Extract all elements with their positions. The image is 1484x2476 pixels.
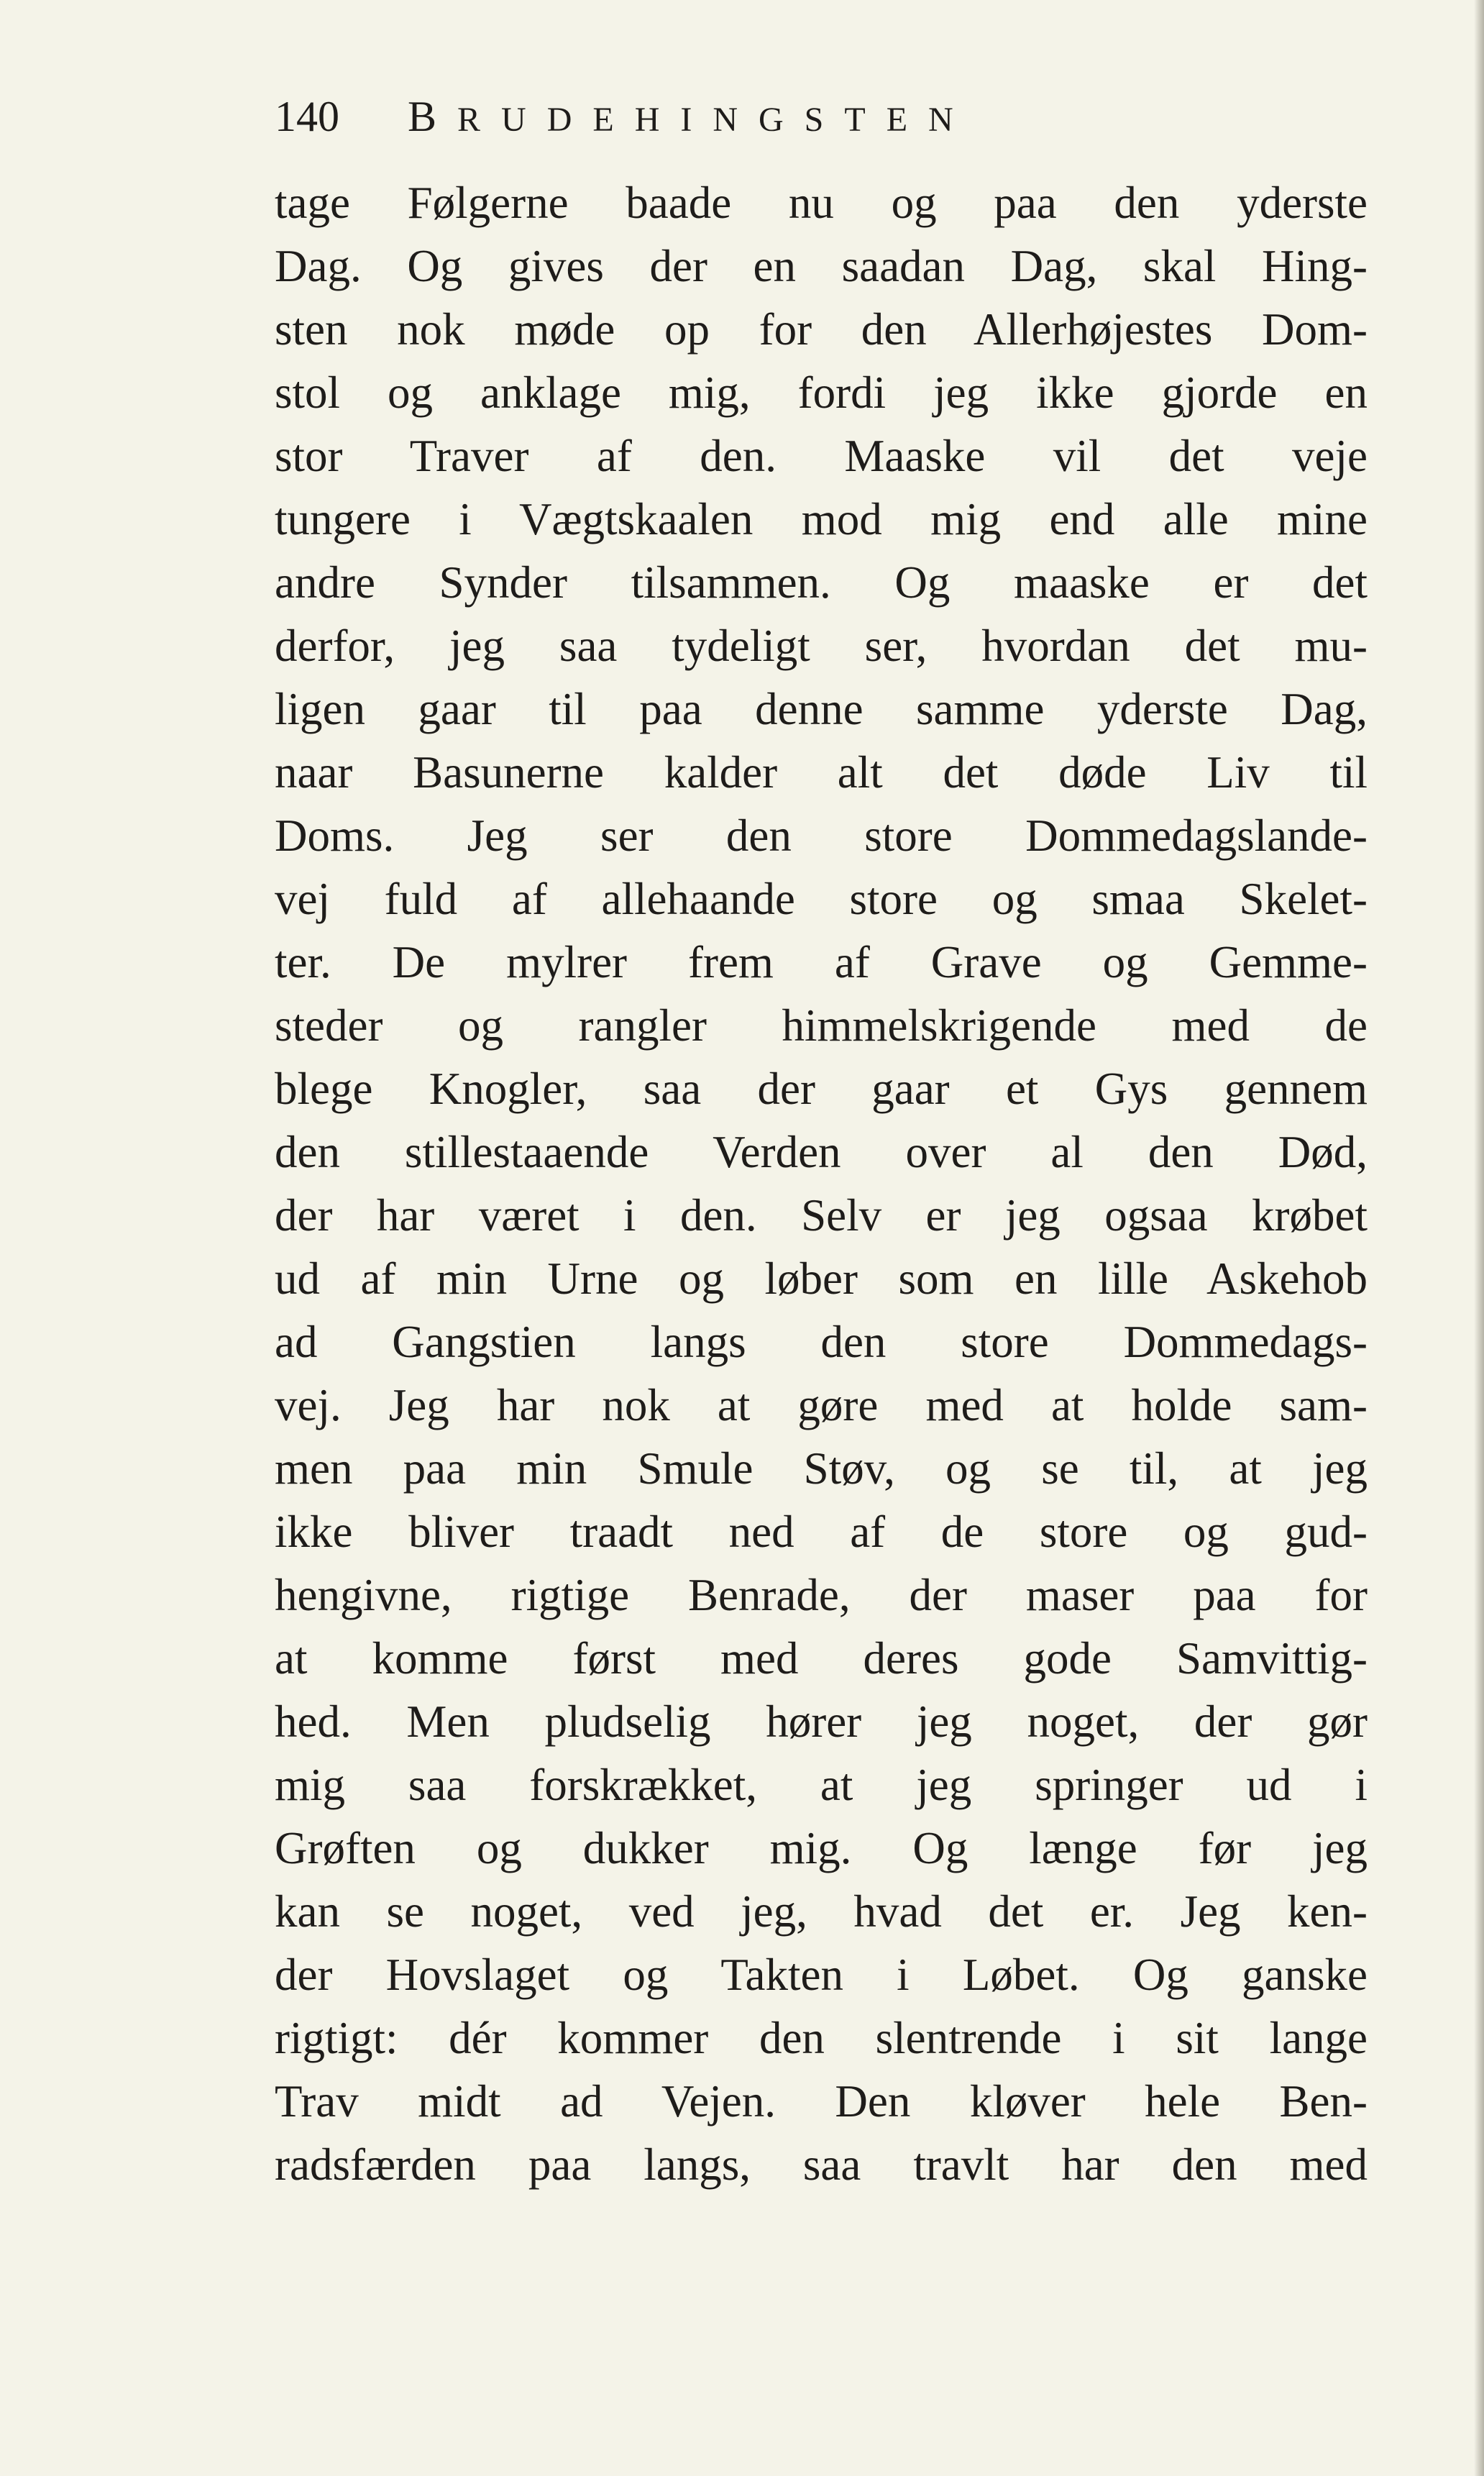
text-line: ikke bliver traadt ned af de store og gud- xyxy=(275,1507,1368,1557)
running-title-rest: RUDEHINGSTEN xyxy=(457,101,974,139)
text-line: vej fuld af allehaande store og smaa Skelet- xyxy=(275,874,1368,924)
text-line: ud af min Urne og løber som en lille Askehob xyxy=(275,1253,1368,1304)
page-number: 140 xyxy=(275,93,339,140)
text-line: hengivne, rigtige Benrade, der maser paa for xyxy=(275,1570,1368,1620)
text-line: tage Følgerne baade nu og paa den yderste xyxy=(275,178,1368,228)
text-line: at komme først med deres gode Samvittig- xyxy=(275,1633,1368,1684)
text-line: stor Traver af den. Maaske vil det veje xyxy=(275,431,1368,481)
text-line: steder og rangler himmelskrigende med de xyxy=(275,1000,1368,1051)
running-head xyxy=(275,88,1209,145)
text-line: hed. Men pludselig hører jeg noget, der gør xyxy=(275,1696,1368,1747)
text-line: Trav midt ad Vejen. Den kløver hele Ben- xyxy=(275,2076,1368,2126)
text-line: stol og anklage mig, fordi jeg ikke gjorde en xyxy=(275,367,1368,418)
text-line: kan se noget, ved jeg, hvad det er. Jeg ken- xyxy=(275,1886,1368,1937)
text-line: mig saa forskrækket, at jeg springer ud i xyxy=(275,1760,1368,1810)
text-line: blege Knogler, saa der gaar et Gys gennem xyxy=(275,1064,1368,1114)
text-line: derfor, jeg saa tydeligt ser, hvordan det mu- xyxy=(275,621,1368,671)
text-line: sten nok møde op for den Allerhøjestes Dom- xyxy=(275,304,1368,355)
running-title-initial: B xyxy=(408,93,458,140)
text-line: der Hovslaget og Takten i Løbet. Og ganske xyxy=(275,1950,1368,2000)
text-line: ter. De mylrer frem af Grave og Gemme- xyxy=(275,937,1368,987)
text-line: andre Synder tilsammen. Og maaske er det xyxy=(275,557,1368,608)
text-line: den stillestaaende Verden over al den Død, xyxy=(275,1127,1368,1177)
text-line: vej. Jeg har nok at gøre med at holde sam- xyxy=(275,1380,1368,1430)
body-text xyxy=(275,171,1368,2196)
text-line: radsfærden paa langs, saa travlt har den med xyxy=(275,2139,1368,2190)
text-line: tungere i Vægtskaalen mod mig end alle mine xyxy=(275,494,1368,544)
text-line: men paa min Smule Støv, og se til, at jeg xyxy=(275,1443,1368,1494)
text-line: naar Basunerne kalder alt det døde Liv til xyxy=(275,747,1368,798)
text-line: ad Gangstien langs den store Dommedags- xyxy=(275,1317,1368,1367)
text-line: rigtigt: dér kommer den slentrende i sit lange xyxy=(275,2013,1368,2063)
page-spine-shadow xyxy=(1474,0,1484,2476)
text-line: Dag. Og gives der en saadan Dag, skal Hing- xyxy=(275,241,1368,291)
text-line: der har været i den. Selv er jeg ogsaa krøbet xyxy=(275,1190,1368,1241)
running-title xyxy=(408,88,974,149)
text-line: ligen gaar til paa denne samme yderste Dag, xyxy=(275,684,1368,734)
text-line: Grøften og dukker mig. Og længe før jeg xyxy=(275,1823,1368,1873)
text-line: Doms. Jeg ser den store Dommedagslande- xyxy=(275,810,1368,861)
